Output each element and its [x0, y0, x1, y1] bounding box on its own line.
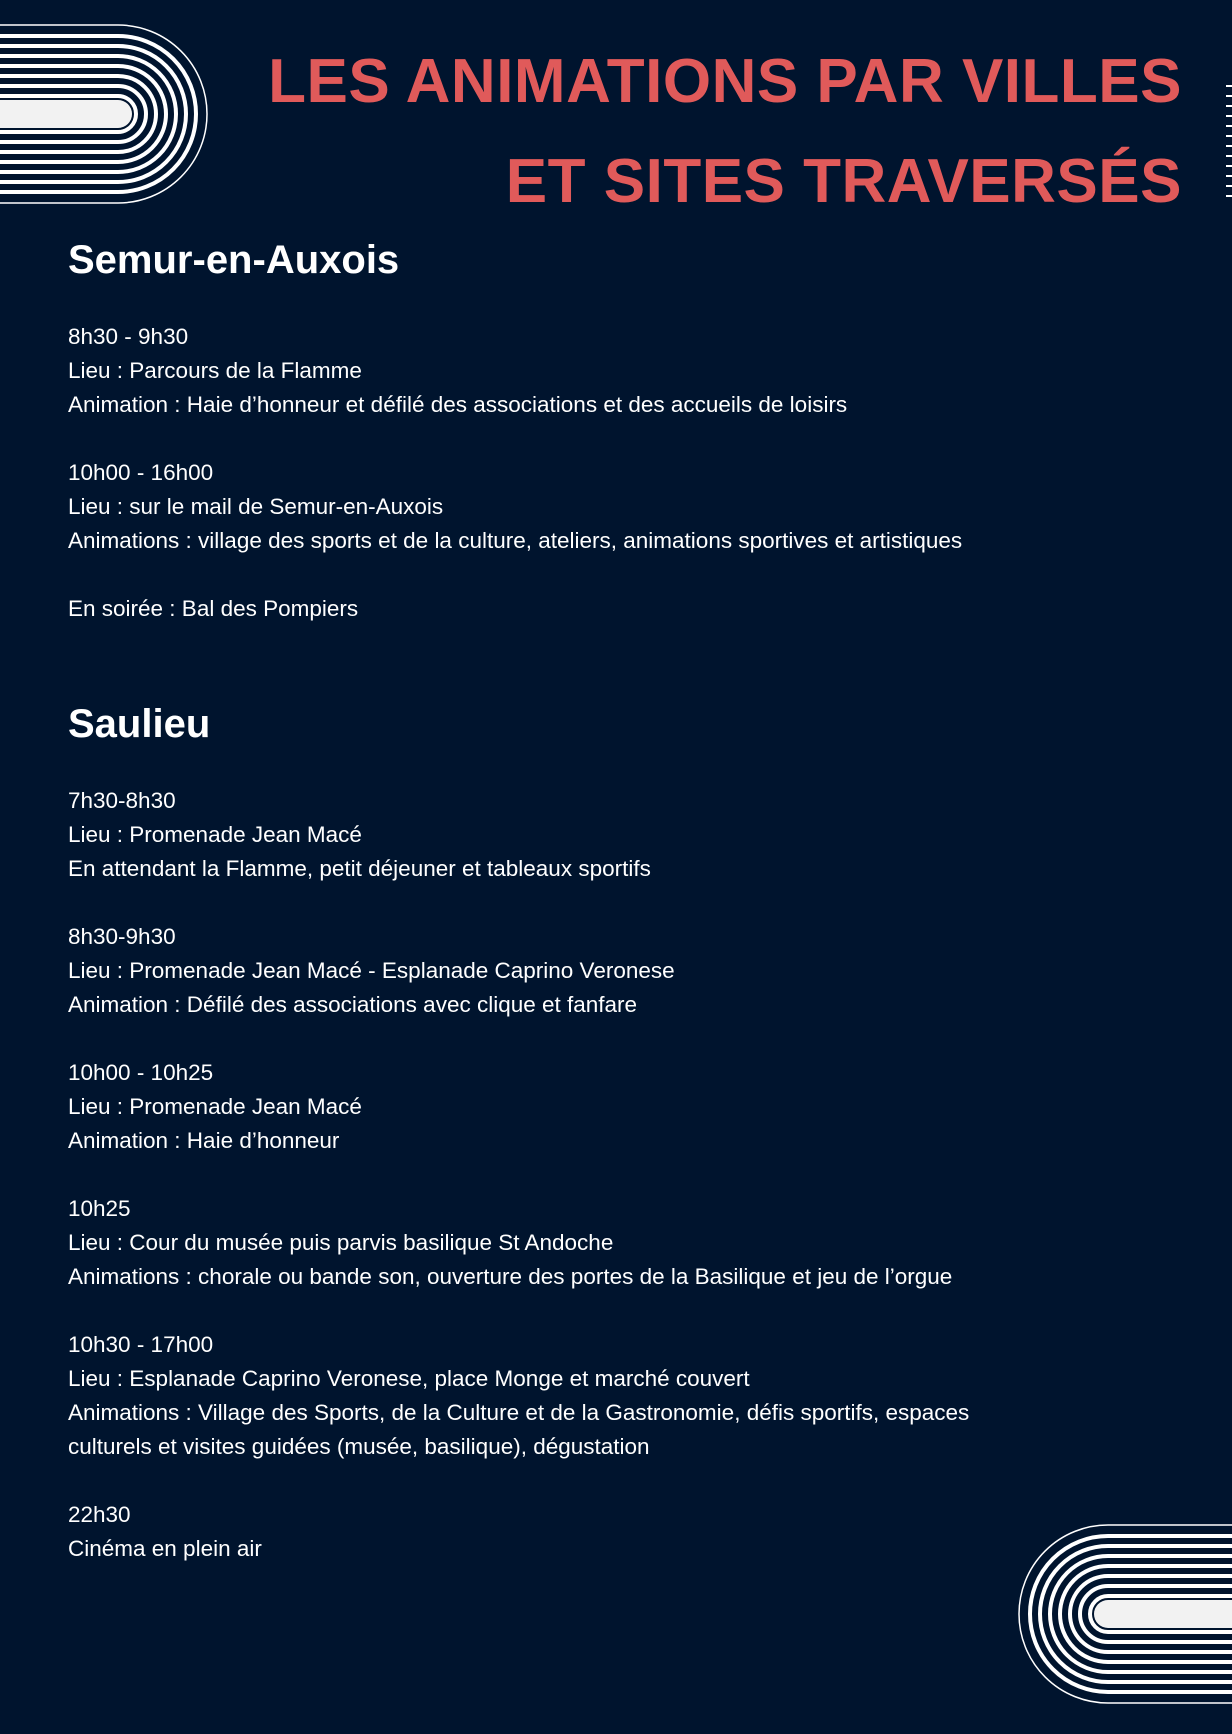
schedule-entry — [68, 1192, 1168, 1294]
page-title-line-1: LES ANIMATIONS PAR VILLES — [268, 47, 1182, 116]
entry-location: Lieu : Cour du musée puis parvis basilique St Andoche — [68, 1230, 614, 1255]
entry-time: 7h30-8h30 — [68, 788, 176, 813]
schedule-entry — [68, 1056, 1168, 1158]
city-section-saulieu — [68, 694, 1168, 1566]
entry-time: 22h30 — [68, 1502, 131, 1527]
entry-location: Lieu : Parcours de la Flamme — [68, 358, 362, 383]
schedule-entry — [68, 920, 1168, 1022]
entry-time: 8h30 - 9h30 — [68, 324, 189, 349]
entry-time: 10h25 — [68, 1196, 131, 1221]
entry-location: Lieu : Esplanade Caprino Veronese, place Monge et marché couvert — [68, 1366, 750, 1391]
entry-location: Lieu : Promenade Jean Macé — [68, 822, 362, 847]
entry-activity: Cinéma en plein air — [68, 1536, 262, 1561]
city-section-semur — [68, 230, 1168, 626]
entry-activity: Animations : chorale ou bande son, ouverture des portes de la Basilique et jeu de l’orgue — [68, 1264, 953, 1289]
entry-evening: En soirée : Bal des Pompiers — [68, 596, 359, 621]
entry-activity: Animations : village des sports et de la culture, ateliers, animations sportives et artistiques — [68, 528, 963, 553]
entry-location: Lieu : sur le mail de Semur-en-Auxois — [68, 494, 444, 519]
entry-activity: Animation : Défilé des associations avec clique et fanfare — [68, 992, 638, 1017]
entry-activity: Animation : Haie d’honneur — [68, 1128, 340, 1153]
entry-location: Lieu : Promenade Jean Macé - Esplanade Caprino Veronese — [68, 958, 675, 983]
track-lanes-edge-decoration — [1226, 82, 1232, 202]
entry-location: Lieu : Promenade Jean Macé — [68, 1094, 362, 1119]
schedule-entry — [68, 320, 1168, 422]
entry-activity: En attendant la Flamme, petit déjeuner et tableaux sportifs — [68, 856, 651, 881]
schedule-entry — [68, 784, 1168, 886]
track-lanes-icon — [0, 24, 210, 204]
track-lanes-icon — [1018, 1524, 1232, 1704]
schedule-content — [68, 230, 1168, 1600]
schedule-entry — [68, 1328, 1168, 1464]
schedule-entry — [68, 456, 1168, 558]
entry-time: 10h00 - 10h25 — [68, 1060, 214, 1085]
schedule-entry — [68, 592, 1168, 626]
entry-time: 8h30-9h30 — [68, 924, 176, 949]
page-title — [268, 32, 1182, 232]
entry-activity: Animations : Village des Sports, de la Culture et de la Gastronomie, défis sportifs, espaces culturels et visites guidées (musée, basilique), dégustation — [68, 1400, 970, 1459]
entry-time: 10h30 - 17h00 — [68, 1332, 214, 1357]
entry-time: 10h00 - 16h00 — [68, 460, 214, 485]
city-heading: Saulieu — [68, 702, 211, 746]
city-heading: Semur-en-Auxois — [68, 238, 400, 282]
schedule-entry — [68, 1498, 1168, 1566]
entry-activity: Animation : Haie d’honneur et défilé des associations et des accueils de loisirs — [68, 392, 848, 417]
page-title-line-2: ET SITES TRAVERSÉS — [505, 147, 1182, 216]
